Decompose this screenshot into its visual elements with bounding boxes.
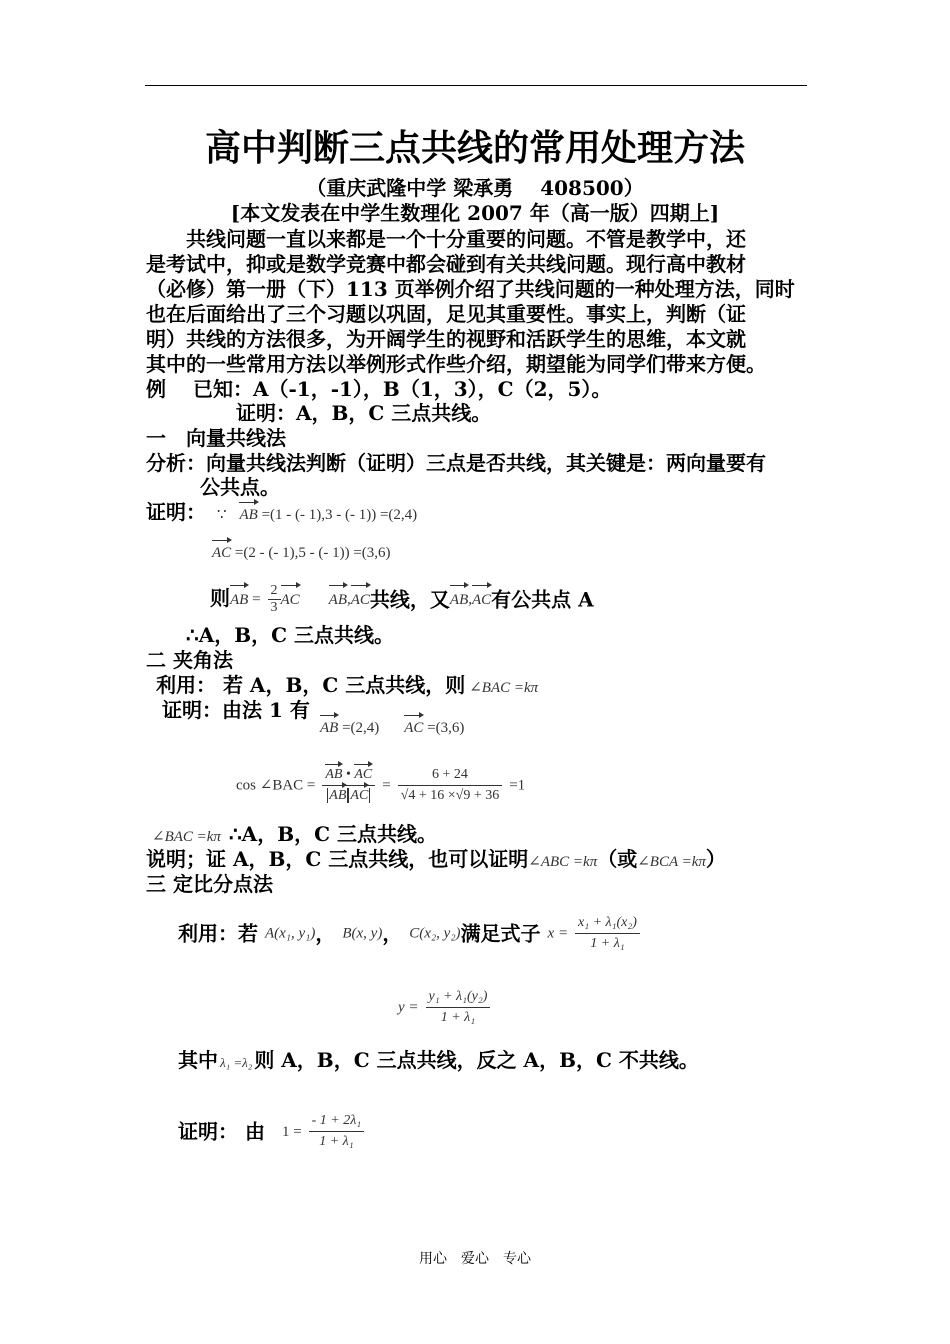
s1-conclusion: ∴A，B，C 三点共线。: [186, 623, 395, 647]
s2-use: 利用： 若 A，B，C 三点共线，则 ∠BAC =kπ: [156, 673, 539, 697]
then-word: 则: [210, 586, 230, 610]
header-rule: [145, 85, 807, 86]
intro-line: 也在后面给出了三个习题以巩固，足见其重要性。事实上，判断（证: [146, 302, 746, 326]
vector-ac: AC: [281, 586, 300, 614]
page-title: 高中判断三点共线的常用处理方法: [204, 127, 745, 169]
s2-proof: 证明：由法 1 有: [162, 698, 310, 722]
example-line: 例 已知：A（-1，-1），B（1，3），C（2，5）。: [146, 377, 612, 401]
intro-line: 其中的一些常用方法以举例形式作些介绍，期望能为同学们带来方便。: [146, 352, 766, 376]
ac-equation: =(2 - (- 1),5 - (- 1)) =(3,6): [231, 545, 391, 561]
angle-equation: ∠BAC =kπ: [469, 680, 539, 696]
common-point-text: 有公共点 A: [491, 587, 594, 612]
vector-ac: AC: [404, 716, 423, 740]
s2-vector-values: AB =(2,4) AC =(3,6): [320, 713, 464, 740]
s3-where: 其中 λ₁ =λ₂ 则 A，B，C 三点共线，反之 A，B，C 不共线。: [178, 1048, 699, 1072]
cos-formula: cos ∠BAC = $\frac{AB • AC}{\text{AB AC}}$ = $\frac{6 + 24}{√4 + 16 \times√9 + 36}$ =1: [236, 760, 525, 810]
intro-line: 共线问题一直以来都是一个十分重要的问题。不管是教学中，还: [146, 227, 746, 251]
intro-line: 明）共线的方法很多，为开阔学生的视野和活跃学生的思维，本文就: [146, 327, 746, 351]
vector-ac: AC: [212, 541, 231, 565]
point-a: A(x₁, y₁): [264, 925, 316, 942]
cos-fraction-numbers: $\frac{6 + 24}{√4 + 16 \times√9 + 36}$: [398, 765, 503, 806]
s2-conclusion: ∠BAC =kπ ∴A，B，C 三点共线。: [152, 822, 437, 846]
intro-line: （必修）第一册（下）113 页举例介绍了共线问题的一种处理方法，同时: [146, 277, 795, 301]
section-2-heading: 二 夹角法: [146, 648, 233, 672]
s1-proof-line-2: [212, 538, 391, 565]
s3-use: 利用：若 A(x₁, y₁)， B(x, y)， C(x₂, y₂)满足式子 x = $\frac{\text{x₁ + λ₁(x₂)}}{\text{1 + λ₁}}$: [178, 910, 640, 956]
vector-ab: AB: [450, 586, 468, 614]
vector-ab: AB: [329, 586, 347, 614]
ab-equation: =(1 - (- 1),3 - (- 1)) =(2,4): [257, 507, 418, 523]
proof-fraction: $\frac{\text{- 1 + 2λ₁}}{\text{1 + λ₁}}$: [309, 1111, 365, 1152]
y-formula: y = $\frac{\text{y₁ + λ₁(y₂)}}{\text{1 + λ₁}}$: [398, 984, 490, 1030]
s1-proof-line-1: [146, 500, 417, 527]
eq-sign: =: [248, 591, 261, 608]
collinear-text: 共线，又: [369, 587, 450, 612]
cos-fraction-vectors: $\frac{AB • AC}{\text{AB AC}}$: [322, 765, 375, 806]
fraction-two-thirds: $\frac{2}{3}$: [268, 583, 281, 616]
x-fraction: $\frac{\text{x₁ + λ₁(x₂)}}{\text{1 + λ₁}}$: [575, 913, 640, 954]
point-b: B(x, y): [342, 925, 383, 942]
point-c: C(x₂, y₂): [409, 925, 461, 942]
s1-analysis: 分析：向量共线法判断（证明）三点是否共线，其关键是：两向量要有: [146, 451, 766, 475]
example-prove: 证明：A，B，C 三点共线。: [236, 401, 492, 425]
vector-ac: AC: [351, 586, 370, 614]
s2-note: 说明；证 A，B，C 三点共线，也可以证明∠ABC =kπ（或∠BCA =kπ）: [146, 847, 726, 871]
vector-ab: AB: [239, 503, 257, 527]
author-line: （重庆武隆中学 梁承勇 408500）: [306, 176, 644, 200]
s1-proof-line-3: 则AB = $\frac{2}{3}$ AC AB,AC共线，又AB,AC有公共点 A: [210, 583, 594, 615]
publication-note: [本文发表在中学生数理化 2007 年（高一版）四期上]: [230, 201, 720, 225]
section-1-heading: 一 向量共线法: [146, 426, 286, 450]
section-3-heading: 三 定比分点法: [146, 872, 273, 896]
s1-analysis-cont: 公共点。: [200, 475, 280, 499]
y-fraction: $\frac{\text{y₁ + λ₁(y₂)}}{\text{1 + λ₁}}$: [426, 987, 491, 1028]
proof-label: 证明：: [146, 500, 206, 524]
s3-proof: 证明： 由 1 = $\frac{\text{- 1 + 2λ₁}}{\text{1 + λ₁}}$: [178, 1106, 364, 1156]
vector-ab: AB: [320, 716, 338, 740]
vector-ab: AB: [230, 586, 248, 614]
vector-ac: AC: [472, 586, 491, 614]
because-symbol: ∵: [216, 507, 227, 523]
intro-line: 是考试中，抑或是数学竞赛中都会碰到有关共线问题。现行高中教材: [146, 252, 746, 276]
page-footer: 用心 爱心 专心: [419, 1251, 531, 1267]
